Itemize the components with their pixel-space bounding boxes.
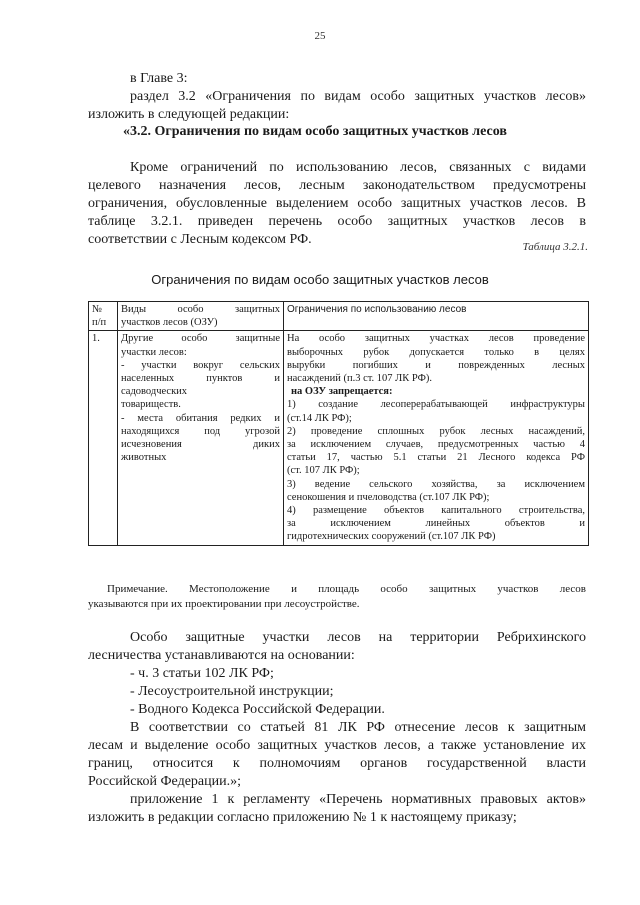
paragraph3-line: В соответствии со статьей 81 ЛК РФ отнесение лесов к защитным bbox=[130, 720, 586, 735]
paragraph1-line: Кроме ограничений по использованию лесов, связанных с видами bbox=[130, 160, 586, 175]
ozu-line: участки лесов: bbox=[121, 346, 187, 358]
header-ozu bbox=[118, 302, 284, 331]
restriction-line: На особо защитных участках лесов проведение bbox=[287, 333, 585, 345]
header-num bbox=[89, 302, 118, 331]
restriction-line: 3) ведение сельского хозяйства, за исключением bbox=[287, 478, 585, 490]
ozu-line: - участки вокруг сельских bbox=[121, 359, 280, 371]
paragraph1-line: соответствии с Лесным кодексом РФ. bbox=[88, 232, 312, 247]
paragraph2-line: лесничества устанавливаются на основании: bbox=[88, 648, 355, 663]
header-restrictions: Ограничения по использованию лесов bbox=[284, 302, 589, 331]
restriction-line: (ст. 107 ЛК РФ); bbox=[287, 465, 360, 477]
note-line: указываются при их проектировании при лесоустройстве. bbox=[88, 598, 360, 610]
ozu-line: находящихся под угрозой bbox=[121, 425, 280, 437]
restriction-line: (ст.14 ЛК РФ); bbox=[287, 412, 352, 424]
header-num-line: п/п bbox=[92, 317, 107, 329]
restriction-line: 2) проведение сплошных рубок лесных насаждений, bbox=[287, 425, 585, 437]
basis-item: - ч. 3 статьи 102 ЛК РФ; bbox=[130, 666, 274, 681]
restrictions-table bbox=[88, 301, 589, 546]
ozu-line: животных bbox=[121, 452, 167, 464]
row-restrictions bbox=[284, 331, 589, 545]
header-ozu-line: участков лесов (ОЗУ) bbox=[121, 317, 218, 329]
ozu-line: населенных пунктов и bbox=[121, 373, 280, 385]
paragraph2-line: Особо защитные участки лесов на территории Ребрихинского bbox=[130, 630, 586, 645]
chapter-line: в Главе 3: bbox=[130, 71, 188, 86]
ozu-line: - места обитания редких и bbox=[121, 412, 280, 424]
paragraph1-line: целевого назначения лесов, лесным законодательством предусмотрены bbox=[88, 178, 586, 193]
paragraph1-line: ограничения, обусловленные выделением особо защитных участков лесов. В bbox=[88, 196, 586, 211]
restriction-line: выборочных рубок допускается только в целях bbox=[287, 346, 585, 358]
section-line: раздел 3.2 «Ограничения по видам особо защитных участков лесов» bbox=[130, 89, 586, 104]
header-num-line: № bbox=[92, 304, 103, 315]
paragraph4-line: приложение 1 к регламенту «Перечень нормативных правовых актов» bbox=[130, 792, 586, 807]
restriction-line: насаждений (п.3 ст. 107 ЛК РФ). bbox=[287, 373, 432, 385]
header-ozu-line: Виды особо защитных bbox=[121, 304, 280, 315]
basis-item: - Водного Кодекса Российской Федерации. bbox=[130, 702, 385, 717]
restriction-line: за исключением линейных объектов и bbox=[287, 518, 585, 530]
ozu-line: садоводческих bbox=[121, 386, 188, 398]
row-num: 1. bbox=[89, 331, 118, 545]
paragraph4-line: изложить в редакции согласно приложению № 1 к настоящему приказу; bbox=[88, 810, 517, 825]
basis-item: - Лесоустроительной инструкции; bbox=[130, 684, 334, 699]
restriction-line: 4) размещение объектов капитального строительства, bbox=[287, 505, 585, 517]
ozu-line: исчезновения диких bbox=[121, 439, 280, 451]
paragraph3-line: лесам и выделение особо защитных участков лесов, а также установление их bbox=[88, 738, 586, 753]
restriction-line: вырубки погибших и поврежденных лесных bbox=[287, 359, 585, 371]
table-caption: Ограничения по видам особо защитных участков лесов bbox=[151, 272, 489, 287]
restriction-line: статьи 17, частью 5.1 статьи 21 Лесного кодекса РФ bbox=[287, 452, 585, 464]
paragraph1-line: таблице 3.2.1. приведен перечень особо защитных участков лесов в bbox=[88, 214, 586, 229]
restriction-line: на ОЗУ запрещается: bbox=[291, 386, 393, 398]
paragraph3-line: границ, относится к полномочиям органов государственной власти bbox=[88, 756, 586, 771]
table-header-row bbox=[89, 302, 589, 331]
note-line: Примечание. Местоположение и площадь особо защитных участков лесов bbox=[107, 583, 586, 595]
ozu-line: товариществ. bbox=[121, 399, 181, 411]
row-ozu bbox=[118, 331, 284, 545]
restriction-line: 1) создание лесоперерабатывающей инфраструктуры bbox=[287, 399, 585, 411]
table-reference: Таблица 3.2.1. bbox=[522, 241, 588, 253]
paragraph3-line: Российской Федерации.»; bbox=[88, 774, 242, 789]
section-heading: «3.2. Ограничения по видам особо защитных участков лесов bbox=[123, 124, 507, 139]
table-row bbox=[89, 331, 589, 545]
restriction-line: за исключением случаев, предусмотренных частью 4 bbox=[287, 439, 585, 451]
ozu-line: Другие особо защитные bbox=[121, 333, 280, 345]
restriction-line: сенокошения и пчеловодства (ст.107 ЛК РФ); bbox=[287, 491, 490, 503]
edit-line: изложить в следующей редакции: bbox=[88, 107, 290, 122]
restriction-line: гидротехнических сооружений (ст.107 ЛК РФ) bbox=[287, 531, 496, 543]
page-number: 25 bbox=[314, 30, 326, 42]
